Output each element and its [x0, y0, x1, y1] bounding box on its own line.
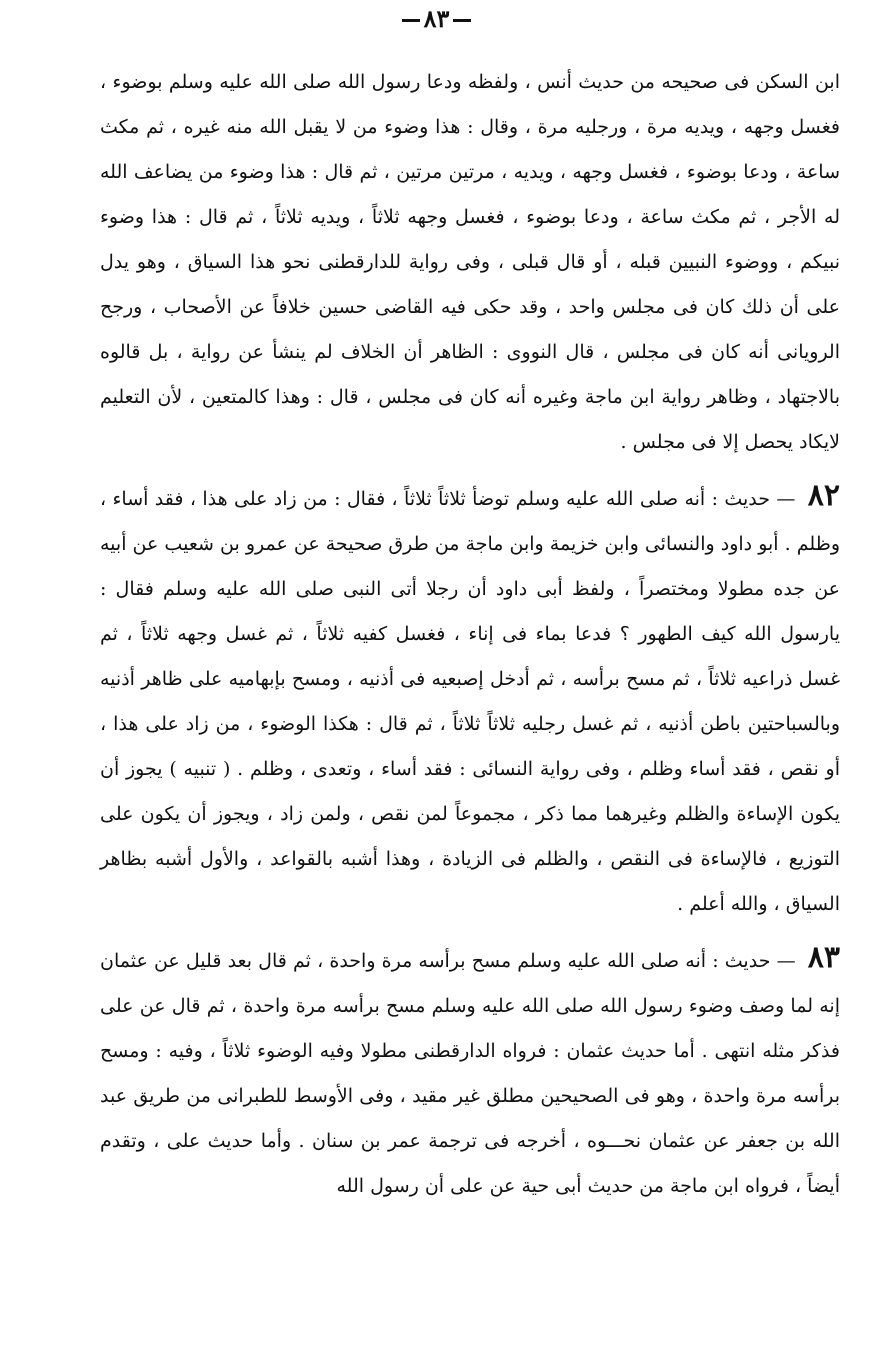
hadith-number: ٨٣	[807, 940, 841, 975]
page-number-dash-left	[402, 19, 420, 22]
paragraph-text: — حديث : أنه صلى الله عليه وسلم مسح برأسه مرة واحدة ، ثم قال بعد قليل عن عثمان إنه لما وصف وضوء رسول الله صلى الله عليه وسلم مسح برأسه مرة واحدة ، ثم قال عن على فذكر مثله انتهى . أما حديث عثمان : فرواه الدارقطنى مطولا وفيه الوضوء ثلاثاً ، وفيه : ومسح برأسه مرة واحدة ، وهو فى الصحيحين مطلق غير مقيد ، وفى الأوسط للطبرانى من طريق عبد الله بن جعفر عن عثمان نحـــوه ، أخرجه فى ترجمة عمر بن سنان . وأما حديث على ، وتقدم أيضاً ، فرواه ابن ماجة من حديث أبى حية عن على أن رسول الله	[100, 950, 840, 1197]
hadith-number: ٨٢	[807, 478, 840, 513]
page-number-value: ٨٣	[423, 4, 450, 33]
page-number-dash-right	[453, 19, 471, 22]
paragraph-text: — حديث : أنه صلى الله عليه وسلم توضأ ثلاثاً ثلاثاً ، فقال : من زاد على هذا ، فقد أساء ، وظلم . أبو داود والنسائى وابن خزيمة وابن ماجة من طرق صحيحة عن عمرو بن شعيب عن أبيه عن جده مطولا ومختصراً ، ولفظ أبى داود أن رجلا أتى النبى صلى الله عليه وسلم فقال : يارسول الله كيف الطهور ؟ فدعا بماء فى إناء ، فغسل كفيه ثلاثاً ، ثم غسل وجهه ثلاثاً ، ثم غسل ذراعيه ثلاثاً ، ثم مسح برأسه ، ثم أدخل إصبعيه فى أذنيه ، ومسح بإبهاميه على ظاهر أذنيه وبالسباحتين باطن أذنيه ، ثم غسل رجليه ثلاثاً ثلاثاً ، ثم قال : هكذا الوضوء ، من زاد على هذا ، أو نقص ، فقد أساء وظلم ، وفى رواية النسائى : فقد أساء ، وتعدى ، وظلم . ( تنبيه ) يجوز أن يكون الإساءة والظلم وغيرهما مما ذكر ، مجموعاً لمن نقص ، ولمن زاد ، ويجوز أن يكون على التوزيع ، فالإساءة فى النقص ، والظلم فى الزيادة ، وهذا أشبه بالقواعد ، والأول أشبه بظاهر السياق ، والله أعلم .	[100, 488, 840, 915]
paragraph-hadith-83	[100, 935, 840, 1209]
paragraph-text: ابن السكن فى صحيحه من حديث أنس ، ولفظه ودعا رسول الله صلى الله عليه وسلم بوضوء ، فغسل وجهه ، ويديه مرة ، ورجليه مرة ، وقال : هذا وضوء من لا يقبل الله منه غيره ، ثم مكث ساعة ، ودعا بوضوء ، فغسل وجهه ، ويديه ، مرتين مرتين ، ثم قال : هذا وضوء من يضاعف الله له الأجر ، ثم مكث ساعة ، ودعا بوضوء ، فغسل وجهه ثلاثاً ، ويديه ثلاثاً ، ثم قال : هذا وضوء نبيكم ، ووضوء النبيين قبله ، أو قال قبلى ، وفى رواية للدارقطنى نحو هذا السياق ، وهو يدل على أن ذلك كان فى مجلس واحد ، وقد حكى فيه القاضى حسين خلافاً عن الأصحاب ، ورجح الرويانى أنه كان فى مجلس ، قال النووى : الظاهر أن الخلاف لم ينشأ عن رواية ، بل قالوه بالاجتهاد ، وظاهر رواية ابن ماجة وغيره أنه كان فى مجلس ، قال : وهذا كالمتعين ، لأن التعليم لايكاد يحصل إلا فى مجلس .	[100, 71, 840, 453]
body-text	[100, 60, 840, 1209]
paragraph-hadith-82	[100, 473, 840, 927]
paragraph-continuation	[100, 60, 840, 465]
page-number	[0, 4, 873, 33]
